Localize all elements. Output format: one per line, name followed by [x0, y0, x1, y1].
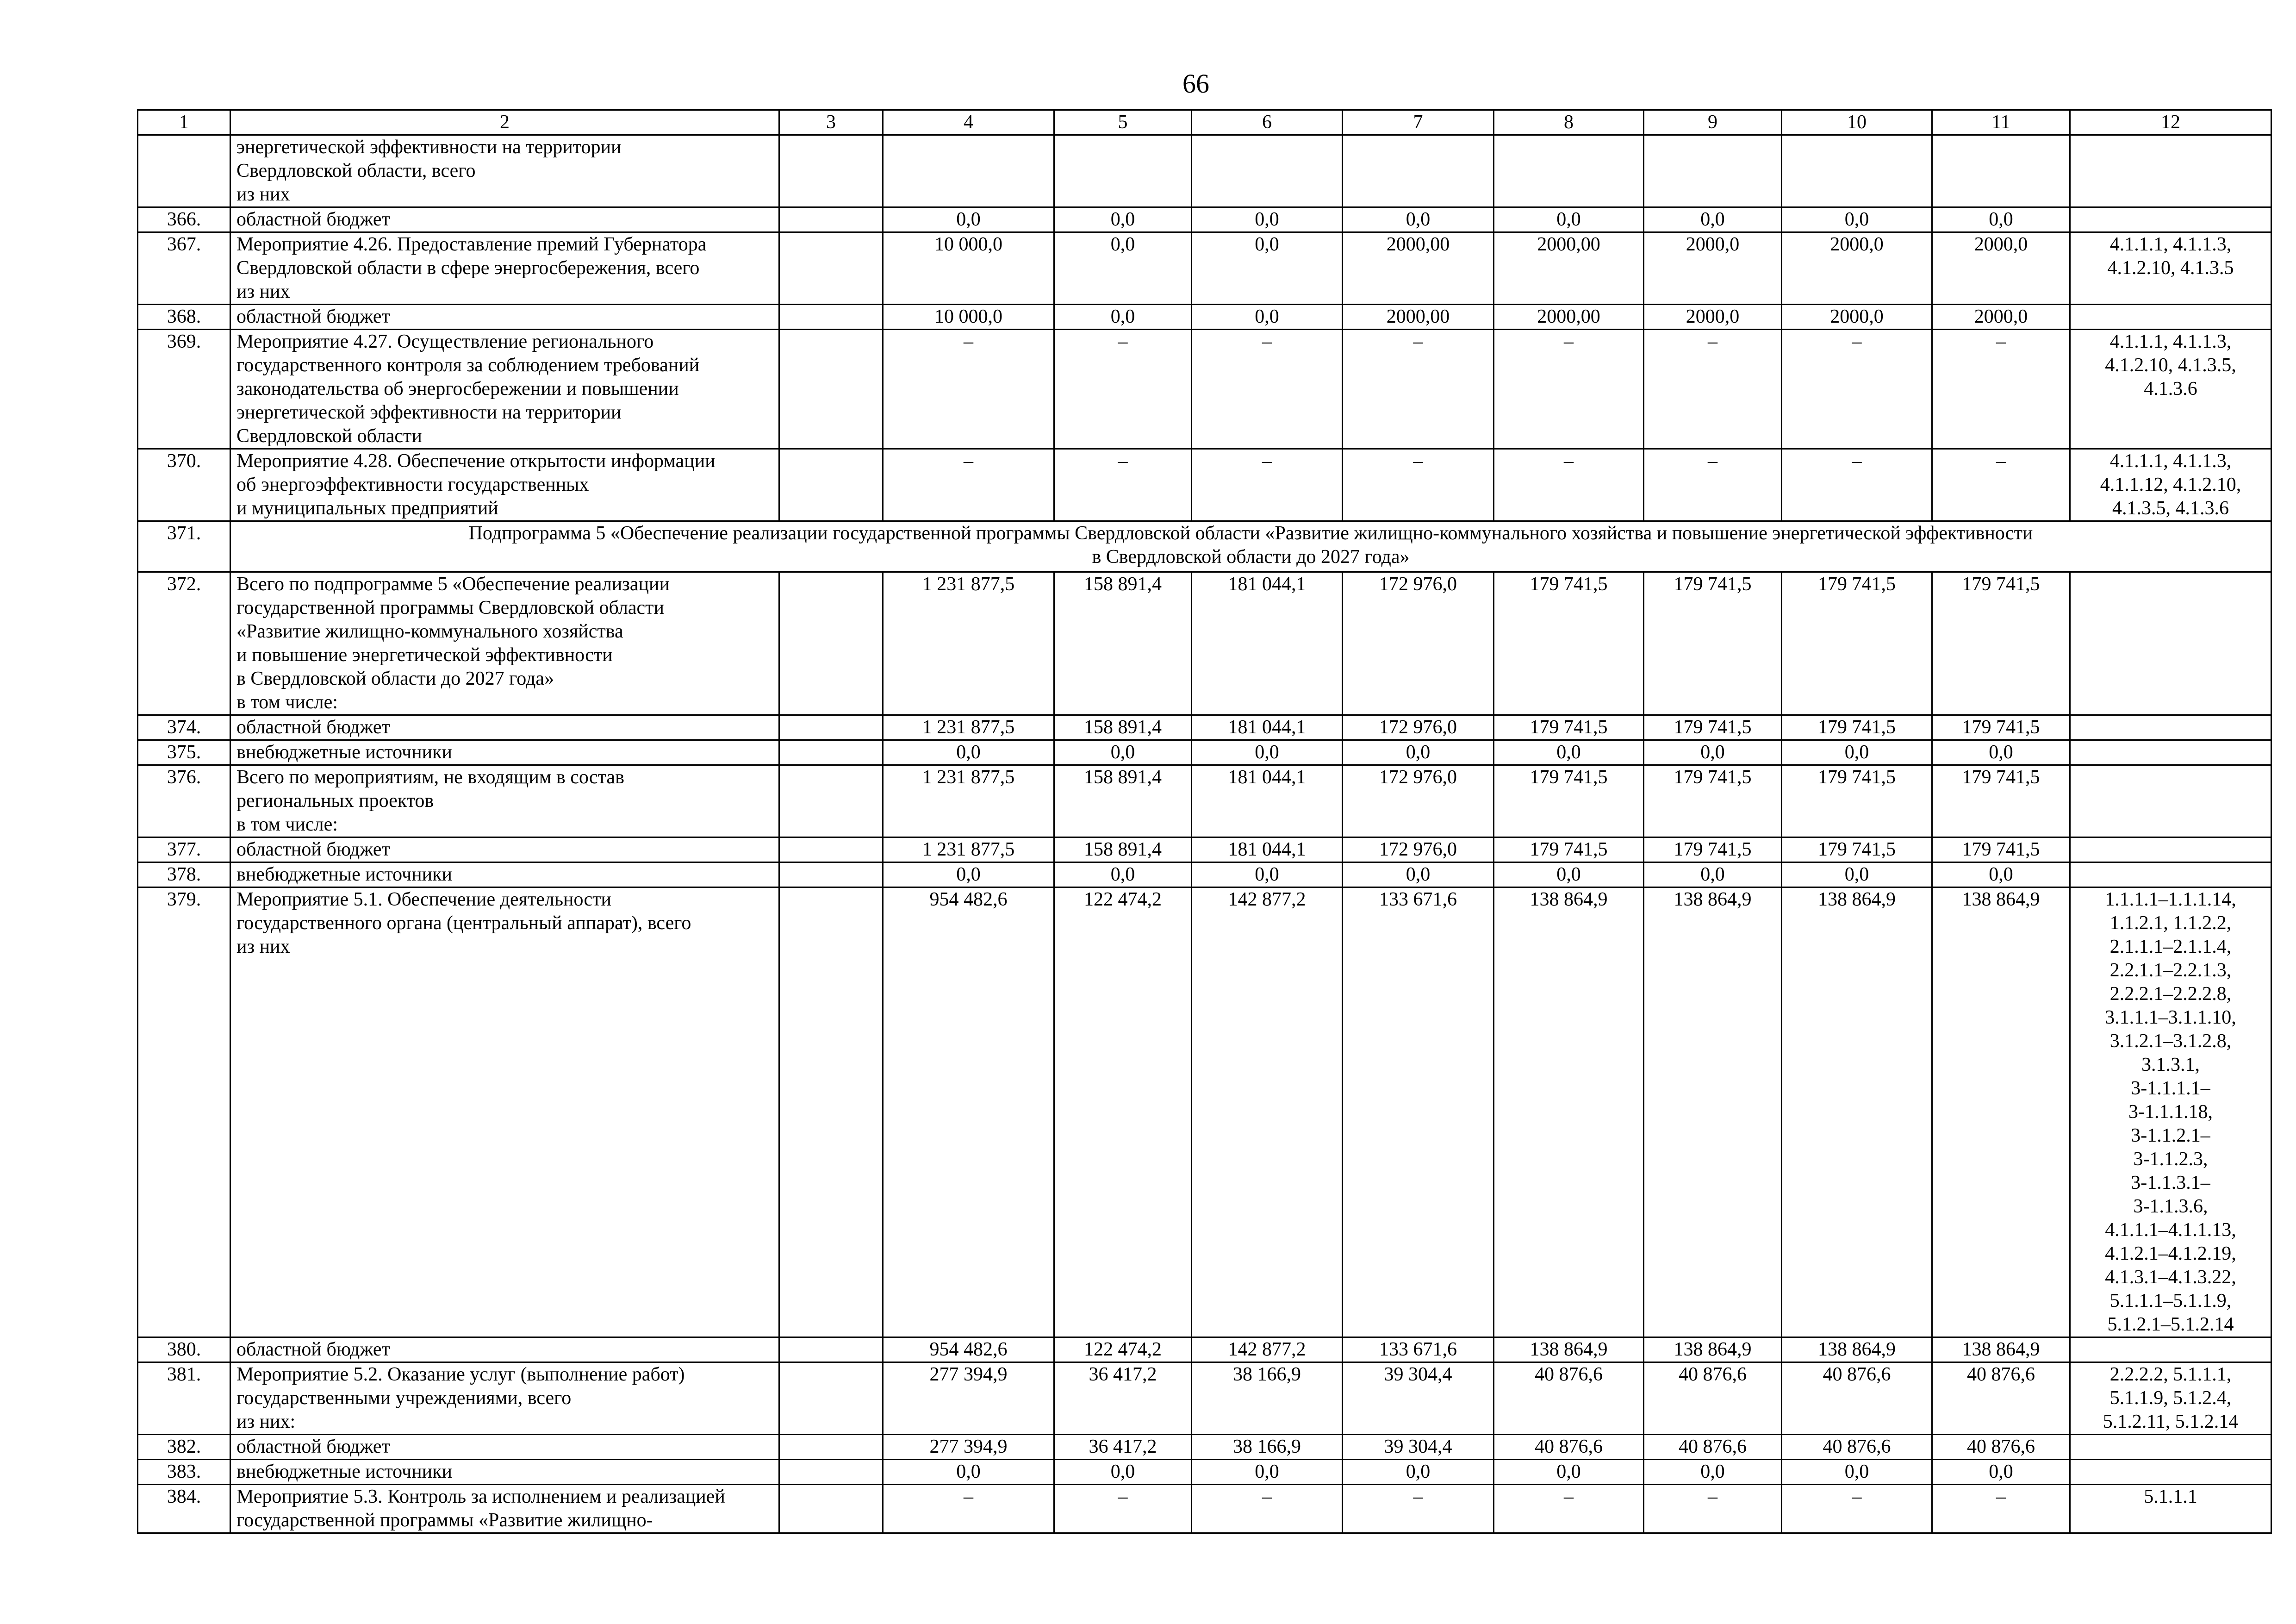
- col3-cell: [779, 740, 883, 765]
- target-indicators: [2070, 1337, 2271, 1362]
- value-cell: –: [1782, 330, 1932, 449]
- value-cell: –: [1192, 330, 1343, 449]
- value-cell: 0,0: [1343, 207, 1494, 232]
- col3-cell: [779, 1460, 883, 1485]
- value-cell: 179 741,5: [1932, 715, 2070, 740]
- row-number: 369.: [138, 330, 230, 449]
- value-cell: 40 876,6: [1644, 1362, 1782, 1435]
- value-cell: 179 741,5: [1644, 572, 1782, 715]
- row-number: 381.: [138, 1362, 230, 1435]
- value-cell: [883, 135, 1054, 207]
- col3-cell: [779, 449, 883, 521]
- value-cell: [1932, 135, 2070, 207]
- item-name: областной бюджет: [230, 715, 779, 740]
- col3-cell: [779, 305, 883, 330]
- target-indicators: 2.2.2.2, 5.1.1.1, 5.1.1.9, 5.1.2.4, 5.1.2.11, 5.1.2.14: [2070, 1362, 2271, 1435]
- col3-cell: [779, 232, 883, 305]
- value-cell: 181 044,1: [1192, 572, 1343, 715]
- item-name: внебюджетные источники: [230, 862, 779, 887]
- value-cell: 142 877,2: [1192, 1337, 1343, 1362]
- item-name: Мероприятие 5.2. Оказание услуг (выполнение работ) государственными учреждениями, всего из них:: [230, 1362, 779, 1435]
- value-cell: 0,0: [1343, 740, 1494, 765]
- value-cell: 158 891,4: [1054, 715, 1192, 740]
- value-cell: 0,0: [1054, 862, 1192, 887]
- value-cell: 40 876,6: [1932, 1435, 2070, 1460]
- item-name: Мероприятие 4.28. Обеспечение открытости информации об энергоэффективности государственных и муниципальных предприятий: [230, 449, 779, 521]
- value-cell: –: [1192, 449, 1343, 521]
- value-cell: 138 864,9: [1644, 887, 1782, 1337]
- value-cell: 1 231 877,5: [883, 837, 1054, 862]
- value-cell: 0,0: [883, 1460, 1054, 1485]
- value-cell: 0,0: [1782, 207, 1932, 232]
- target-indicators: 4.1.1.1, 4.1.1.3, 4.1.2.10, 4.1.3.5, 4.1.3.6: [2070, 330, 2271, 449]
- value-cell: 0,0: [1054, 740, 1192, 765]
- table-row: [138, 1435, 2271, 1460]
- item-name: Мероприятие 5.1. Обеспечение деятельности государственного органа (центральный аппарат), всего из них: [230, 887, 779, 1337]
- target-indicators: 1.1.1.1–1.1.1.14, 1.1.2.1, 1.1.2.2, 2.1.1.1–2.1.1.4, 2.2.1.1–2.2.1.3, 2.2.2.1–2.2.2.8, 3.1.1.1–3.1.1.10, 3.1.2.1–3.1.2.8, 3.1.3.1, 3-1.1.1.1– 3-1.1.1.18, 3-1.1.2.1– 3-1.1.2.3, 3-1.1.3.1– 3-1.1.3.6, 4.1.1.1–4.1.1.13, 4.1.2.1–4.1.2.19, 4.1.3.1–4.1.3.22, 5.1.1.1–5.1.1.9, 5.1.2.1–5.1.2.14: [2070, 887, 2271, 1337]
- value-cell: 0,0: [1054, 1460, 1192, 1485]
- value-cell: 138 864,9: [1782, 887, 1932, 1337]
- target-indicators: [2070, 572, 2271, 715]
- value-cell: 0,0: [1494, 1460, 1644, 1485]
- value-cell: –: [883, 330, 1054, 449]
- column-header: 1: [138, 110, 230, 135]
- table-row: [138, 1337, 2271, 1362]
- value-cell: 0,0: [1932, 207, 2070, 232]
- col3-cell: [779, 715, 883, 740]
- target-indicators: [2070, 765, 2271, 837]
- value-cell: –: [1054, 449, 1192, 521]
- value-cell: 40 876,6: [1494, 1362, 1644, 1435]
- column-header: 11: [1932, 110, 2070, 135]
- value-cell: 39 304,4: [1343, 1362, 1494, 1435]
- value-cell: 179 741,5: [1494, 837, 1644, 862]
- value-cell: 172 976,0: [1343, 572, 1494, 715]
- col3-cell: [779, 207, 883, 232]
- row-number: 383.: [138, 1460, 230, 1485]
- value-cell: 179 741,5: [1782, 765, 1932, 837]
- item-name: Всего по мероприятиям, не входящим в состав региональных проектов в том числе:: [230, 765, 779, 837]
- value-cell: –: [1343, 1485, 1494, 1533]
- row-number: [138, 135, 230, 207]
- row-number: 374.: [138, 715, 230, 740]
- col3-cell: [779, 1485, 883, 1533]
- value-cell: 158 891,4: [1054, 765, 1192, 837]
- value-cell: 172 976,0: [1343, 765, 1494, 837]
- value-cell: –: [1494, 1485, 1644, 1533]
- row-number: 375.: [138, 740, 230, 765]
- value-cell: 179 741,5: [1644, 837, 1782, 862]
- value-cell: –: [1192, 1485, 1343, 1533]
- row-number: 366.: [138, 207, 230, 232]
- value-cell: 0,0: [1644, 862, 1782, 887]
- value-cell: [1782, 135, 1932, 207]
- value-cell: 40 876,6: [1494, 1435, 1644, 1460]
- column-header: 6: [1192, 110, 1343, 135]
- value-cell: –: [1782, 449, 1932, 521]
- item-name: внебюджетные источники: [230, 740, 779, 765]
- value-cell: 0,0: [1494, 862, 1644, 887]
- value-cell: –: [1343, 330, 1494, 449]
- value-cell: –: [1782, 1485, 1932, 1533]
- value-cell: 36 417,2: [1054, 1435, 1192, 1460]
- row-number: 372.: [138, 572, 230, 715]
- value-cell: 10 000,0: [883, 305, 1054, 330]
- col3-cell: [779, 837, 883, 862]
- table-row: [138, 135, 2271, 207]
- target-indicators: [2070, 135, 2271, 207]
- target-indicators: [2070, 740, 2271, 765]
- row-number: 382.: [138, 1435, 230, 1460]
- value-cell: 138 864,9: [1644, 1337, 1782, 1362]
- value-cell: –: [1932, 1485, 2070, 1533]
- value-cell: 0,0: [1782, 1460, 1932, 1485]
- value-cell: –: [883, 449, 1054, 521]
- value-cell: 0,0: [1644, 207, 1782, 232]
- subprogram-header-row: [138, 521, 2271, 572]
- column-header: 8: [1494, 110, 1644, 135]
- value-cell: 40 876,6: [1644, 1435, 1782, 1460]
- value-cell: 172 976,0: [1343, 837, 1494, 862]
- value-cell: –: [1054, 1485, 1192, 1533]
- col3-cell: [779, 862, 883, 887]
- value-cell: 179 741,5: [1782, 572, 1932, 715]
- table-row: [138, 765, 2271, 837]
- value-cell: 122 474,2: [1054, 887, 1192, 1337]
- value-cell: [1644, 135, 1782, 207]
- column-header: 10: [1782, 110, 1932, 135]
- value-cell: 1 231 877,5: [883, 715, 1054, 740]
- value-cell: 2000,0: [1644, 232, 1782, 305]
- target-indicators: 4.1.1.1, 4.1.1.3, 4.1.2.10, 4.1.3.5: [2070, 232, 2271, 305]
- value-cell: 181 044,1: [1192, 765, 1343, 837]
- item-name: областной бюджет: [230, 837, 779, 862]
- table-row: [138, 1362, 2271, 1435]
- value-cell: 0,0: [1192, 1460, 1343, 1485]
- value-cell: 277 394,9: [883, 1362, 1054, 1435]
- item-name: областной бюджет: [230, 207, 779, 232]
- value-cell: 172 976,0: [1343, 715, 1494, 740]
- value-cell: 0,0: [1932, 740, 2070, 765]
- table-row: [138, 305, 2271, 330]
- value-cell: –: [1644, 330, 1782, 449]
- value-cell: 0,0: [883, 740, 1054, 765]
- item-name: Всего по подпрограмме 5 «Обеспечение реализации государственной программы Свердловской области «Развитие жилищно-коммунального хозяйства и повышение энергетической эффективности в Свердловской области до 2027 года» в том числе:: [230, 572, 779, 715]
- value-cell: 138 864,9: [1494, 1337, 1644, 1362]
- col3-cell: [779, 1435, 883, 1460]
- row-number: 376.: [138, 765, 230, 837]
- value-cell: 2000,00: [1494, 232, 1644, 305]
- column-header: 5: [1054, 110, 1192, 135]
- value-cell: 179 741,5: [1782, 715, 1932, 740]
- value-cell: 0,0: [1932, 1460, 2070, 1485]
- row-number: 370.: [138, 449, 230, 521]
- value-cell: 0,0: [1054, 207, 1192, 232]
- value-cell: 0,0: [1054, 232, 1192, 305]
- col3-cell: [779, 1362, 883, 1435]
- column-number-row: [138, 110, 2271, 135]
- value-cell: 158 891,4: [1054, 572, 1192, 715]
- target-indicators: [2070, 715, 2271, 740]
- value-cell: 0,0: [1192, 232, 1343, 305]
- value-cell: 179 741,5: [1932, 837, 2070, 862]
- value-cell: 10 000,0: [883, 232, 1054, 305]
- row-number: 379.: [138, 887, 230, 1337]
- value-cell: [1343, 135, 1494, 207]
- col3-cell: [779, 135, 883, 207]
- value-cell: 2000,00: [1343, 305, 1494, 330]
- target-indicators: [2070, 1435, 2271, 1460]
- item-name: внебюджетные источники: [230, 1460, 779, 1485]
- value-cell: 2000,00: [1343, 232, 1494, 305]
- value-cell: 954 482,6: [883, 887, 1054, 1337]
- target-indicators: [2070, 1460, 2271, 1485]
- row-number: 384.: [138, 1485, 230, 1533]
- value-cell: 0,0: [1782, 740, 1932, 765]
- value-cell: –: [1494, 330, 1644, 449]
- column-header: 2: [230, 110, 779, 135]
- value-cell: 138 864,9: [1782, 1337, 1932, 1362]
- value-cell: 0,0: [1782, 862, 1932, 887]
- item-name: энергетической эффективности на территории Свердловской области, всего из них: [230, 135, 779, 207]
- value-cell: –: [1644, 449, 1782, 521]
- value-cell: 2000,00: [1494, 305, 1644, 330]
- value-cell: 36 417,2: [1054, 1362, 1192, 1435]
- value-cell: 179 741,5: [1494, 715, 1644, 740]
- item-name: Мероприятие 4.27. Осуществление регионального государственного контроля за соблюдением требований законодательства об энергосбережении и повышении энергетической эффективности на территории Свердловской области: [230, 330, 779, 449]
- value-cell: 142 877,2: [1192, 887, 1343, 1337]
- value-cell: 133 671,6: [1343, 887, 1494, 1337]
- value-cell: 0,0: [1343, 862, 1494, 887]
- value-cell: 138 864,9: [1494, 887, 1644, 1337]
- value-cell: 39 304,4: [1343, 1435, 1494, 1460]
- table-row: [138, 1485, 2271, 1533]
- column-header: 9: [1644, 110, 1782, 135]
- col3-cell: [779, 572, 883, 715]
- column-header: 4: [883, 110, 1054, 135]
- item-name: областной бюджет: [230, 1435, 779, 1460]
- value-cell: 0,0: [1192, 740, 1343, 765]
- value-cell: –: [1494, 449, 1644, 521]
- value-cell: 138 864,9: [1932, 887, 2070, 1337]
- value-cell: 0,0: [1054, 305, 1192, 330]
- value-cell: 179 741,5: [1494, 765, 1644, 837]
- table-row: [138, 330, 2271, 449]
- table-row: [138, 715, 2271, 740]
- row-number: 377.: [138, 837, 230, 862]
- value-cell: 38 166,9: [1192, 1362, 1343, 1435]
- value-cell: 2000,0: [1932, 232, 2070, 305]
- value-cell: 38 166,9: [1192, 1435, 1343, 1460]
- value-cell: 40 876,6: [1782, 1435, 1932, 1460]
- value-cell: 0,0: [1644, 740, 1782, 765]
- column-header: 12: [2070, 110, 2271, 135]
- value-cell: 0,0: [1494, 207, 1644, 232]
- value-cell: [1054, 135, 1192, 207]
- value-cell: [1192, 135, 1343, 207]
- budget-table: [137, 109, 2272, 1534]
- col3-cell: [779, 330, 883, 449]
- target-indicators: [2070, 207, 2271, 232]
- value-cell: –: [1343, 449, 1494, 521]
- column-header: 3: [779, 110, 883, 135]
- value-cell: 2000,0: [1644, 305, 1782, 330]
- target-indicators: [2070, 305, 2271, 330]
- value-cell: 0,0: [1932, 862, 2070, 887]
- value-cell: 138 864,9: [1932, 1337, 2070, 1362]
- value-cell: 158 891,4: [1054, 837, 1192, 862]
- value-cell: 0,0: [1343, 1460, 1494, 1485]
- value-cell: 179 741,5: [1782, 837, 1932, 862]
- value-cell: 133 671,6: [1343, 1337, 1494, 1362]
- item-name: областной бюджет: [230, 1337, 779, 1362]
- target-indicators: 5.1.1.1: [2070, 1485, 2271, 1533]
- value-cell: 0,0: [883, 207, 1054, 232]
- value-cell: –: [883, 1485, 1054, 1533]
- value-cell: 2000,0: [1932, 305, 2070, 330]
- item-name: областной бюджет: [230, 305, 779, 330]
- value-cell: 277 394,9: [883, 1435, 1054, 1460]
- value-cell: –: [1932, 449, 2070, 521]
- value-cell: 181 044,1: [1192, 837, 1343, 862]
- value-cell: 0,0: [1644, 1460, 1782, 1485]
- value-cell: –: [1054, 330, 1192, 449]
- table-row: [138, 862, 2271, 887]
- value-cell: 1 231 877,5: [883, 765, 1054, 837]
- value-cell: –: [1932, 330, 2070, 449]
- value-cell: 954 482,6: [883, 1337, 1054, 1362]
- value-cell: 0,0: [883, 862, 1054, 887]
- value-cell: [1494, 135, 1644, 207]
- row-number: 368.: [138, 305, 230, 330]
- table-row: [138, 449, 2271, 521]
- row-number: 380.: [138, 1337, 230, 1362]
- value-cell: 122 474,2: [1054, 1337, 1192, 1362]
- value-cell: 0,0: [1192, 207, 1343, 232]
- table-row: [138, 1460, 2271, 1485]
- value-cell: 179 741,5: [1494, 572, 1644, 715]
- table-row: [138, 207, 2271, 232]
- value-cell: 2000,0: [1782, 305, 1932, 330]
- value-cell: 2000,0: [1782, 232, 1932, 305]
- target-indicators: 4.1.1.1, 4.1.1.3, 4.1.1.12, 4.1.2.10, 4.1.3.5, 4.1.3.6: [2070, 449, 2271, 521]
- target-indicators: [2070, 837, 2271, 862]
- value-cell: 0,0: [1494, 740, 1644, 765]
- value-cell: 0,0: [1192, 862, 1343, 887]
- page-number: 66: [1182, 69, 1209, 99]
- value-cell: 179 741,5: [1644, 765, 1782, 837]
- item-name: Мероприятие 4.26. Предоставление премий Губернатора Свердловской области в сфере энергосбережения, всего из них: [230, 232, 779, 305]
- table-row: [138, 887, 2271, 1337]
- table-row: [138, 740, 2271, 765]
- item-name: Мероприятие 5.3. Контроль за исполнением и реализацией государственной программы «Развитие жилищно-: [230, 1485, 779, 1533]
- value-cell: 1 231 877,5: [883, 572, 1054, 715]
- column-header: 7: [1343, 110, 1494, 135]
- subprogram-title: Подпрограмма 5 «Обеспечение реализации государственной программы Свердловской области «Развитие жилищно-коммунального хозяйства и повышение энергетической эффективности в Свердловской области до 2027 года»: [230, 521, 2271, 572]
- col3-cell: [779, 1337, 883, 1362]
- value-cell: 179 741,5: [1932, 572, 2070, 715]
- table-row: [138, 572, 2271, 715]
- row-number: 367.: [138, 232, 230, 305]
- value-cell: 40 876,6: [1782, 1362, 1932, 1435]
- value-cell: 0,0: [1192, 305, 1343, 330]
- value-cell: 179 741,5: [1644, 715, 1782, 740]
- value-cell: 179 741,5: [1932, 765, 2070, 837]
- value-cell: 40 876,6: [1932, 1362, 2070, 1435]
- row-number: 371.: [138, 521, 230, 572]
- col3-cell: [779, 765, 883, 837]
- target-indicators: [2070, 862, 2271, 887]
- table-row: [138, 232, 2271, 305]
- row-number: 378.: [138, 862, 230, 887]
- value-cell: –: [1644, 1485, 1782, 1533]
- table-row: [138, 837, 2271, 862]
- value-cell: 181 044,1: [1192, 715, 1343, 740]
- col3-cell: [779, 887, 883, 1337]
